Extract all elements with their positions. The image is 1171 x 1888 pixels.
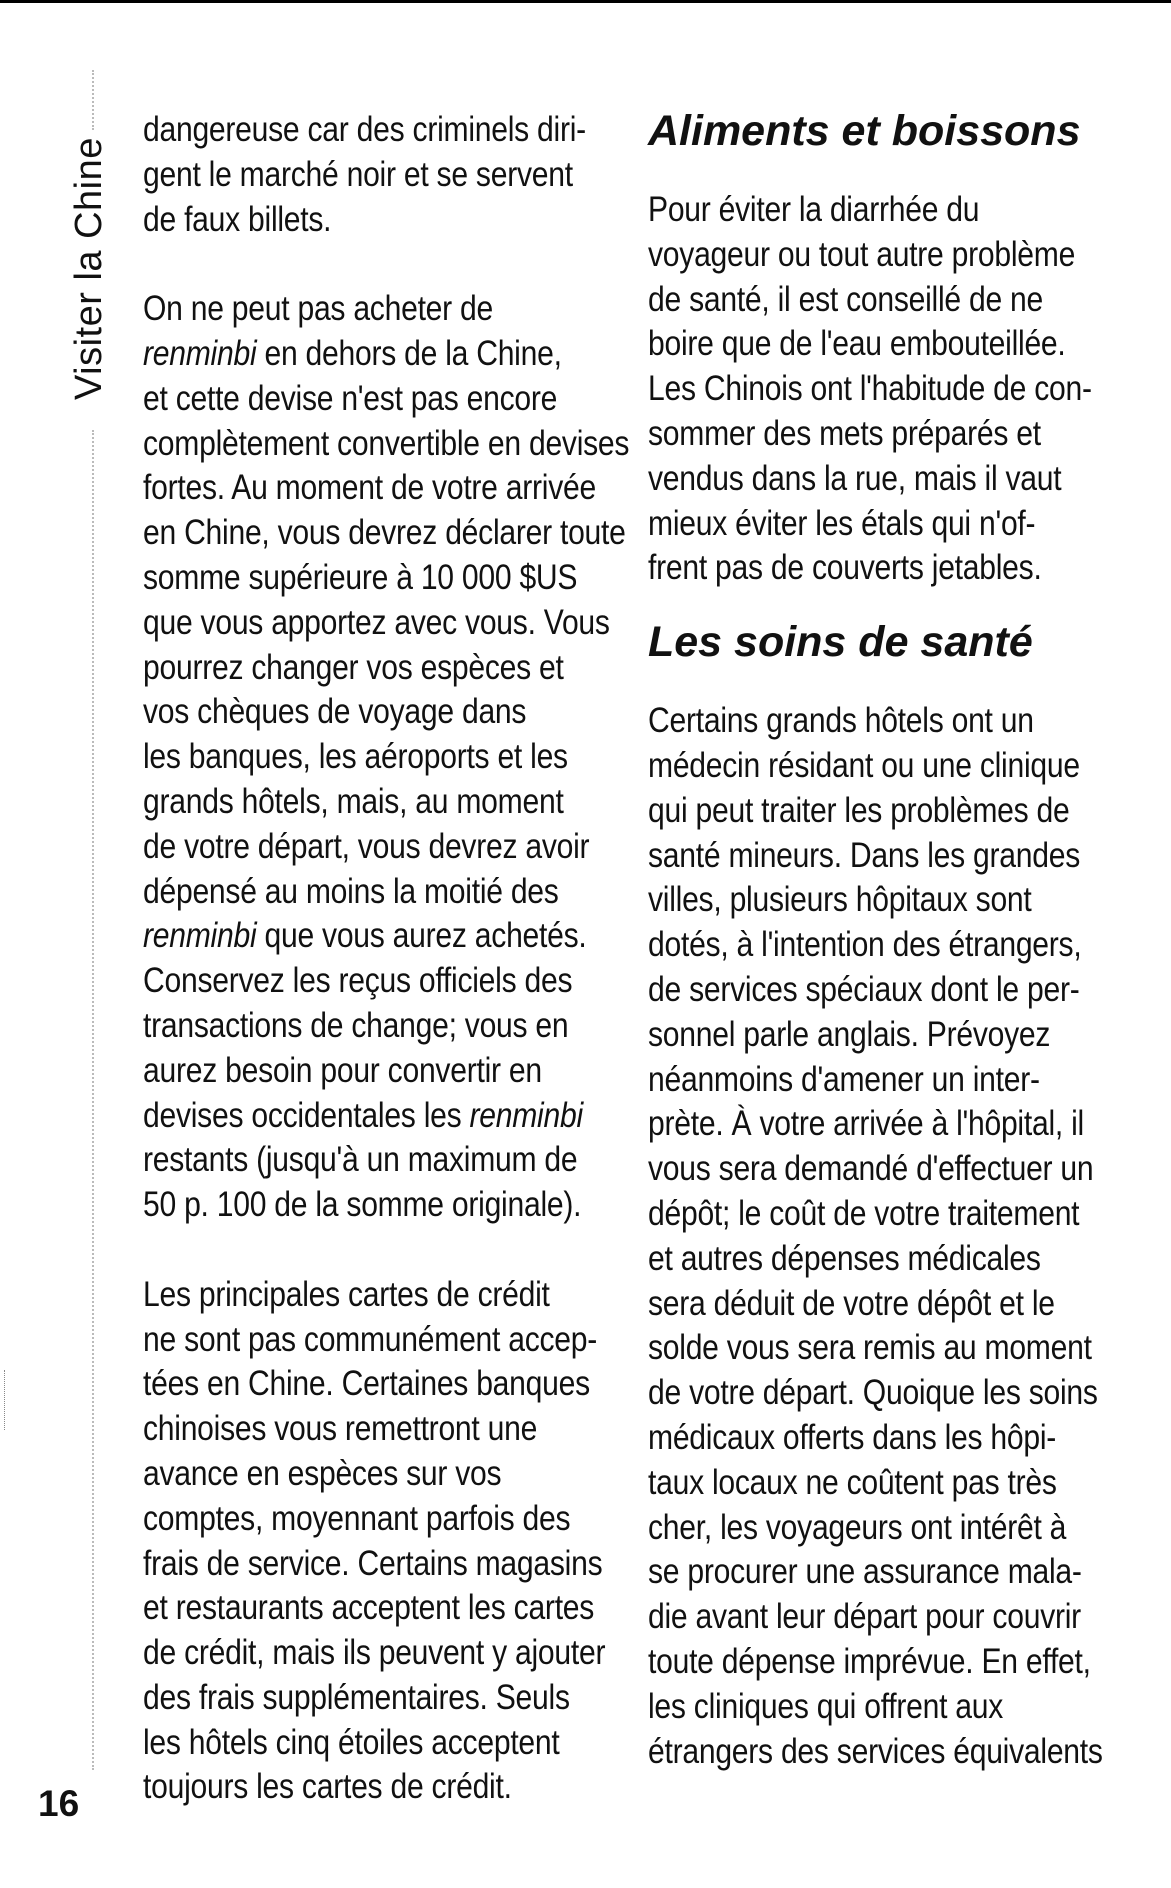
text-line: de services spéciaux dont le per-: [648, 969, 1080, 1009]
text-line: tées en Chine. Certaines banques: [143, 1364, 590, 1404]
text-line: les cliniques qui offrent aux: [648, 1686, 1004, 1726]
text-line: frent pas de couverts jetables.: [648, 548, 1042, 588]
text-line: dépôt; le coût de votre traitement: [648, 1193, 1080, 1233]
text-line: [143, 914, 587, 959]
text-fragment: devises occidentales les: [143, 1095, 470, 1135]
text-fragment: que vous aurez achetés.: [256, 916, 587, 956]
text-line: comptes, moyennant parfois des: [143, 1498, 571, 1538]
text-line: les hôtels cinq étoiles acceptent: [143, 1722, 560, 1762]
text-line: de crédit, mais ils peuvent y ajouter: [143, 1633, 606, 1673]
text-line: vous sera demandé d'effectuer un: [648, 1149, 1094, 1189]
text-line: médicaux offerts dans les hôpi-: [648, 1417, 1057, 1457]
text-fragment: en dehors de la Chine,: [256, 333, 562, 373]
text-line: toute dépense imprévue. En effet,: [648, 1641, 1091, 1681]
text-line: que vous apportez avec vous. Vous: [143, 602, 610, 642]
text-line: [143, 1094, 583, 1139]
text-line: frais de service. Certains magasins: [143, 1543, 603, 1583]
text-line: en Chine, vous devrez déclarer toute: [143, 513, 626, 553]
text-line: die avant leur départ pour couvrir: [648, 1597, 1081, 1637]
text-line: [143, 332, 562, 377]
margin-dotted-rule-top: [92, 70, 94, 130]
section-heading-health: Les soins de santé: [648, 618, 1033, 667]
margin-mark: [4, 1370, 5, 1430]
text-line: 50 p. 100 de la somme originale).: [143, 1185, 582, 1225]
text-line: taux locaux ne coûtent pas très: [648, 1462, 1057, 1502]
text-line: ne sont pas communément accep-: [143, 1319, 598, 1359]
text-line: et restaurants acceptent les cartes: [143, 1588, 595, 1628]
text-line: et autres dépenses médicales: [648, 1238, 1041, 1278]
text-line: Pour éviter la diarrhée du: [648, 190, 980, 229]
text-line: qui peut traiter les problèmes de: [648, 790, 1070, 830]
right-column: [648, 104, 1128, 1774]
text-line: voyageur ou tout autre problème: [648, 234, 1076, 274]
text-line: On ne peut pas acheter de: [143, 289, 493, 329]
text-line: fortes. Au moment de votre arrivée: [143, 468, 596, 508]
text-line: gent le marché noir et se servent: [143, 154, 573, 194]
text-line: grands hôtels, mais, au moment: [143, 781, 564, 821]
text-line: Les principales cartes de crédit: [143, 1274, 550, 1314]
text-line: étrangers des services équivalents: [648, 1731, 1103, 1771]
text-line: les banques, les aéroports et les: [143, 737, 568, 777]
text-line: toujours les cartes de crédit.: [143, 1767, 512, 1807]
right-paragraph-2: [648, 699, 1128, 1774]
text-line: avance en espèces sur vos: [143, 1453, 502, 1493]
margin-dotted-rule: [92, 430, 94, 1770]
text-line: de faux billets.: [143, 199, 332, 239]
top-border-rule: [0, 0, 1171, 3]
emphasis-renminbi: renminbi: [143, 916, 257, 956]
text-line: de votre départ, vous devrez avoir: [143, 826, 590, 866]
emphasis-renminbi: renminbi: [469, 1095, 583, 1135]
text-line: des frais supplémentaires. Seuls: [143, 1677, 570, 1717]
emphasis-renminbi: renminbi: [143, 333, 257, 373]
left-paragraph-1: [143, 108, 603, 242]
text-line: sera déduit de votre dépôt et le: [648, 1283, 1055, 1323]
text-line: pourrez changer vos espèces et: [143, 647, 564, 687]
right-paragraph-1: [648, 188, 1128, 591]
section-running-title: Visiter la Chine: [68, 137, 110, 400]
section-heading-food: Aliments et boissons: [648, 107, 1081, 155]
text-line: mieux éviter les étals qui n'of-: [648, 503, 1036, 543]
text-line: vendus dans la rue, mais il vaut: [648, 458, 1062, 498]
text-line: aurez besoin pour convertir en: [143, 1050, 542, 1090]
text-line: santé mineurs. Dans les grandes: [648, 835, 1081, 875]
text-line: se procurer une assurance mala-: [648, 1552, 1082, 1592]
left-column: [143, 108, 630, 1810]
text-line: Conservez les reçus officiels des: [143, 961, 573, 1001]
text-line: Certains grands hôtels ont un: [648, 701, 1034, 741]
left-paragraph-3: [143, 1273, 606, 1811]
text-line: chinoises vous remettront une: [143, 1409, 538, 1449]
text-line: restants (jusqu'à un maximum de: [143, 1140, 578, 1180]
text-line: dépensé au moins la moitié des: [143, 871, 559, 911]
text-line: dangereuse car des criminels diri-: [143, 110, 586, 149]
text-line: dotés, à l'intention des étrangers,: [648, 925, 1082, 965]
text-line: solde vous sera remis au moment: [648, 1328, 1092, 1368]
text-line: cher, les voyageurs ont intérêt à: [648, 1507, 1067, 1547]
text-line: somme supérieure à 10 000 $US: [143, 557, 578, 597]
text-line: complètement convertible en devises: [143, 423, 630, 463]
text-line: Les Chinois ont l'habitude de con-: [648, 369, 1092, 409]
text-line: transactions de change; vous en: [143, 1005, 569, 1045]
text-line: boire que de l'eau embouteillée.: [648, 324, 1066, 364]
text-line: médecin résidant ou une clinique: [648, 745, 1080, 785]
text-line: et cette devise n'est pas encore: [143, 378, 558, 418]
text-line: prète. À votre arrivée à l'hôpital, il: [648, 1104, 1084, 1144]
text-line: sommer des mets préparés et: [648, 413, 1041, 453]
text-line: vos chèques de voyage dans: [143, 692, 527, 732]
page-number: 16: [38, 1783, 80, 1824]
text-line: sonnel parle anglais. Prévoyez: [648, 1014, 1051, 1054]
text-line: néanmoins d'amener un inter-: [648, 1059, 1040, 1099]
text-line: de santé, il est conseillé de ne: [648, 279, 1044, 319]
text-line: de votre départ. Quoique les soins: [648, 1373, 1098, 1413]
left-paragraph-2: [143, 287, 630, 1228]
text-line: villes, plusieurs hôpitaux sont: [648, 880, 1032, 920]
